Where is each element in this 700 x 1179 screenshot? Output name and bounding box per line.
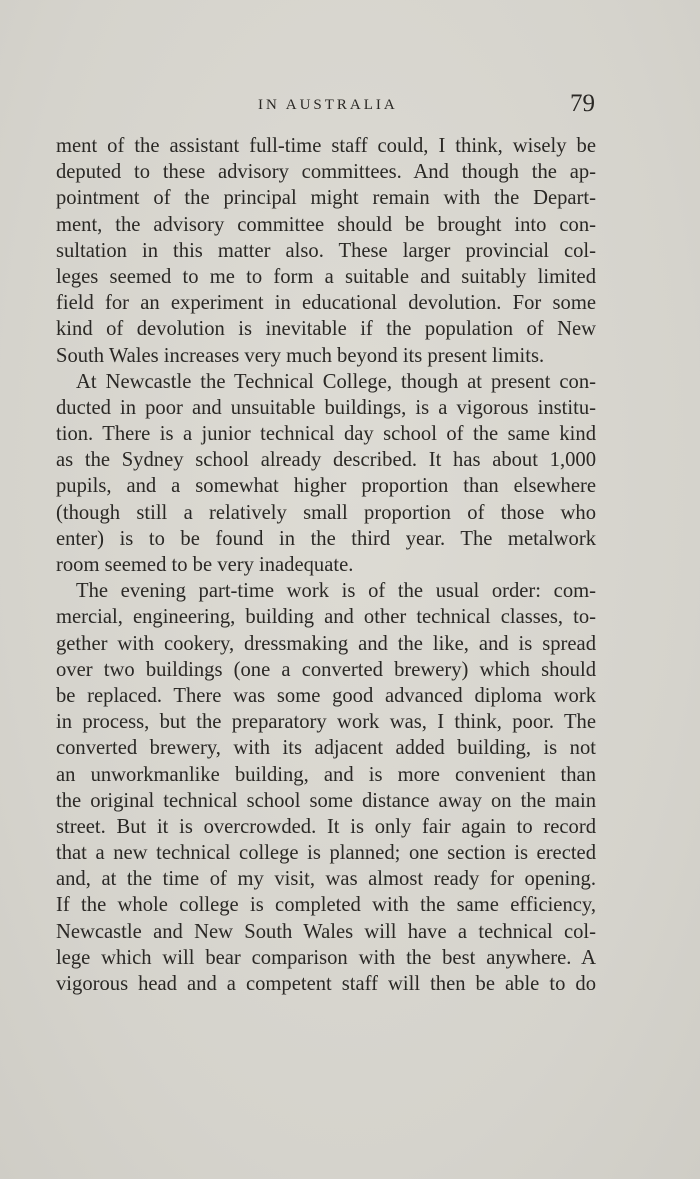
text-line: and, at the time of my visit, was almost ready for opening. bbox=[56, 868, 596, 891]
text-line: an unworkmanlike building, and is more convenient than bbox=[56, 763, 596, 786]
text-line: over two buildings (one a converted brewery) which should bbox=[56, 658, 596, 681]
text-line: South Wales increases very much beyond its present limits. bbox=[56, 344, 545, 367]
text-line: deputed to these advisory committees. And though the ap- bbox=[56, 161, 596, 184]
text-line: the original technical school some distance away on the main bbox=[56, 789, 596, 812]
text-line: (though still a relatively small proportion of those who bbox=[56, 501, 596, 524]
text-line: room seemed to be very inadequate. bbox=[56, 554, 354, 576]
text-line: Newcastle and New South Wales will have a technical col- bbox=[56, 920, 596, 943]
text-line: pupils, and a somewhat higher proportion than elsewhere bbox=[56, 475, 596, 498]
text-line: At Newcastle the Technical College, though at present con- bbox=[76, 370, 596, 393]
text-line: ducted in poor and unsuitable buildings, is a vigorous institu- bbox=[56, 396, 596, 419]
text-line: that a new technical college is planned; one section is erected bbox=[56, 842, 596, 865]
text-line: field for an experiment in educational devolution. For some bbox=[56, 292, 596, 315]
text-line: street. But it is overcrowded. It is only fair again to record bbox=[56, 815, 596, 838]
text-line: as the Sydney school already described. It has about 1,000 bbox=[56, 449, 596, 472]
text-line: converted brewery, with its adjacent added building, is not bbox=[56, 737, 596, 760]
text-line: sultation in this matter also. These larger provincial col- bbox=[56, 239, 596, 262]
text-line: ment of the assistant full-time staff could, I think, wisely be bbox=[56, 135, 596, 157]
body-text bbox=[56, 133, 596, 997]
text-line: tion. There is a junior technical day school of the same kind bbox=[56, 423, 596, 446]
text-line: ment, the advisory committee should be brought into con- bbox=[56, 213, 596, 236]
text-line: mercial, engineering, building and other technical classes, to- bbox=[56, 606, 596, 629]
text-line: gether with cookery, dressmaking and the like, and is spread bbox=[56, 632, 596, 655]
page-number: 79 bbox=[570, 90, 595, 117]
text-line: kind of devolution is inevitable if the population of New bbox=[56, 318, 596, 341]
text-line: pointment of the principal might remain with the Depart- bbox=[56, 187, 596, 210]
text-line: leges seemed to me to form a suitable and suitably limited bbox=[56, 265, 596, 288]
running-head: IN AUSTRALIA bbox=[258, 97, 398, 113]
text-line: If the whole college is completed with the same efficiency, bbox=[56, 894, 596, 917]
text-line: lege which will bear comparison with the best anywhere. A bbox=[56, 946, 596, 969]
text-line: be replaced. There was some good advanced diploma work bbox=[56, 684, 596, 707]
text-line: enter) is to be found in the third year. The metalwork bbox=[56, 527, 596, 550]
text-line: in process, but the preparatory work was, I think, poor. The bbox=[56, 711, 596, 734]
text-line: The evening part-time work is of the usual order: com- bbox=[76, 580, 596, 603]
text-line: vigorous head and a competent staff will then be able to do bbox=[56, 973, 596, 995]
